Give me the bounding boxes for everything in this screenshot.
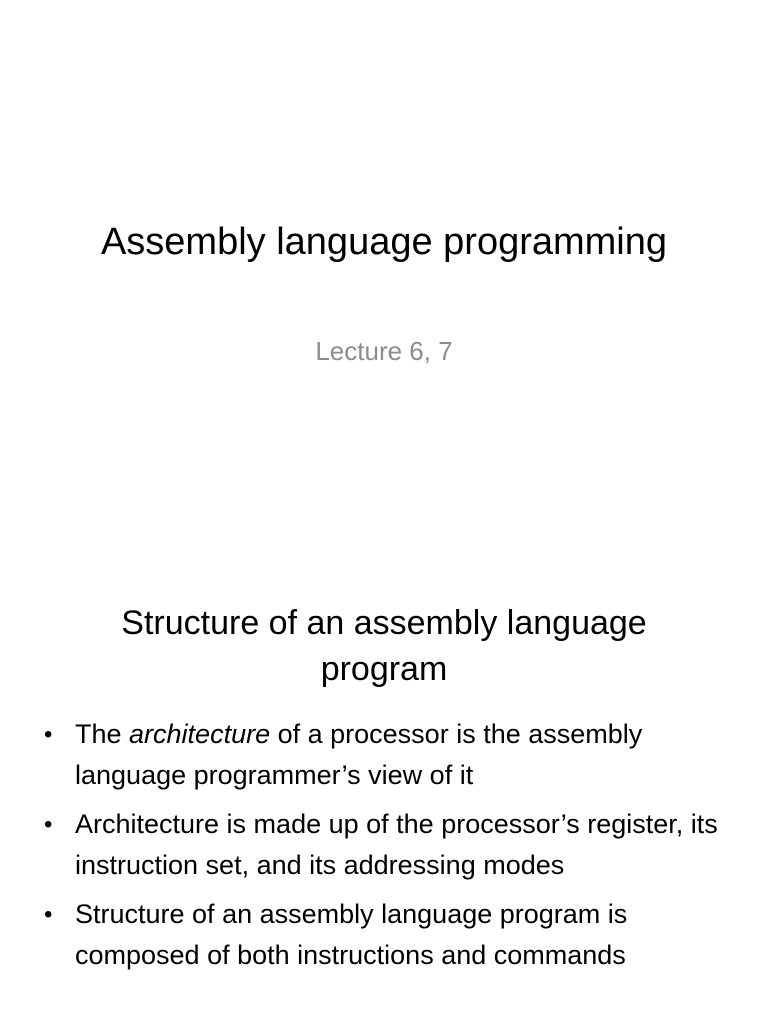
bullet-item	[44, 714, 738, 796]
bullet-text-lead: The	[75, 719, 130, 749]
bullet-item	[44, 804, 738, 886]
slide-content	[0, 576, 768, 1024]
bullet-text: Architecture is made up of the processor’s register, its instruction set, and its addressing modes	[75, 809, 718, 880]
bullet-item	[44, 894, 738, 976]
bullet-icon: •	[44, 901, 53, 928]
bullet-list	[44, 714, 738, 984]
presentation-title: Assembly language programming	[100, 221, 668, 263]
slide-heading: Structure of an assembly language program	[121, 604, 647, 688]
bullet-icon: •	[44, 721, 53, 748]
bullet-icon: •	[44, 811, 53, 838]
lecture-subtitle: Lecture 6, 7	[315, 336, 453, 366]
bullet-text-emphasis: architecture	[129, 719, 271, 749]
bullet-text-tail: of a processor is the assembly language programmer’s view of it	[75, 719, 643, 790]
bullet-text: Structure of an assembly language program is composed of both instructions and commands	[75, 899, 628, 970]
